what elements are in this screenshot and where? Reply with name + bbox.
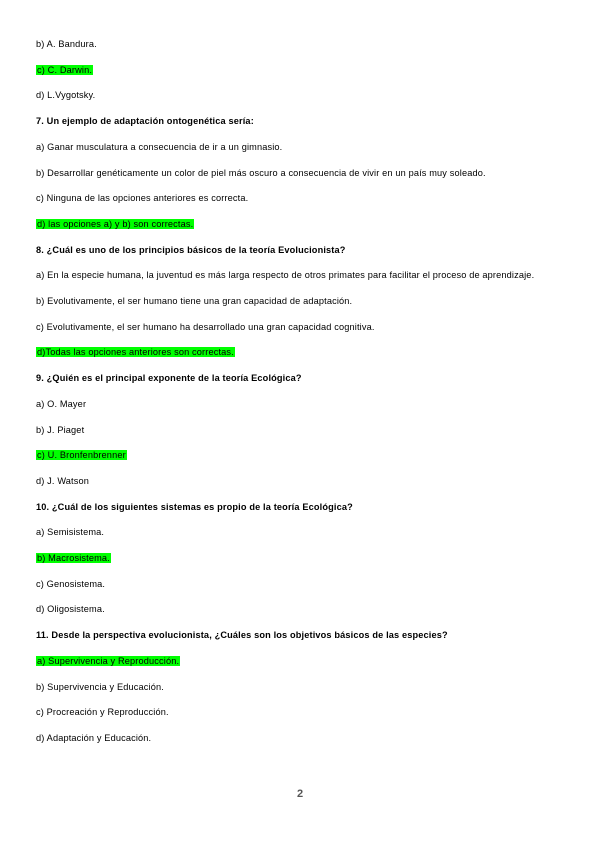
question-label: 11. Desde la perspectiva evolucionista, ¿Cuáles son los objetivos básicos de las especies? (36, 630, 448, 641)
answer-option (36, 398, 86, 410)
answer-option (36, 321, 375, 333)
question-text (36, 629, 448, 641)
answer-option (36, 578, 105, 590)
answer-option (36, 655, 180, 667)
highlighted-answer: d) las opciones a) y b) son correctas. (37, 218, 194, 229)
answer-option (36, 526, 104, 538)
option-label: b) A. Bandura. (36, 39, 97, 49)
question-text (36, 244, 346, 256)
answer-option (36, 89, 95, 101)
question-text (36, 501, 353, 513)
question-text (36, 115, 254, 127)
option-label: d) Adaptación y Educación. (36, 732, 152, 743)
answer-option (36, 681, 164, 693)
answer-option (36, 141, 282, 153)
answer-option (36, 424, 84, 436)
highlighted-answer: d)Todas las opciones anteriores son correctas. (37, 347, 234, 358)
question-label: 7. Un ejemplo de adaptación ontogenética sería: (36, 116, 254, 127)
answer-option (36, 552, 111, 564)
question-label: 9. ¿Quién es el principal exponente de la teoría Ecológica? (36, 373, 302, 384)
option-label: c) Ninguna de las opciones anteriores es correcta. (36, 193, 249, 204)
answer-option (36, 192, 248, 204)
answer-option (36, 449, 127, 461)
page-number: 2 (296, 788, 304, 800)
option-label: b) Supervivencia y Educación. (36, 681, 164, 692)
answer-option (36, 346, 235, 358)
option-label: c) Genosistema. (36, 578, 106, 589)
highlighted-answer: c) U. Bronfenbrenner (37, 450, 126, 461)
question-label: 10. ¿Cuál de los siguientes sistemas es propio de la teoría Ecológica? (36, 501, 353, 512)
option-label: d) L.Vygotsky. (36, 90, 96, 101)
option-label: b) J. Piaget (36, 424, 85, 435)
answer-option (36, 269, 534, 281)
option-label: d) J. Watson (36, 475, 90, 486)
answer-option (36, 167, 486, 179)
question-text (36, 372, 302, 384)
option-label: b) Evolutivamente, el ser humano tiene una gran capacidad de adaptación. (36, 296, 353, 306)
answer-option (36, 732, 151, 744)
highlighted-answer: a) Supervivencia y Reproducción. (37, 655, 180, 666)
option-label: a) Semisistema. (36, 527, 105, 538)
answer-option (36, 706, 169, 718)
option-label: a) En la especie humana, la juventud es más larga respecto de otros primates para facilitar el proceso de aprendizaje. (36, 270, 535, 281)
answer-option (36, 218, 194, 230)
option-label: a) Ganar musculatura a consecuencia de ir a un gimnasio. (36, 141, 283, 152)
answer-option (36, 64, 93, 76)
answer-option (36, 603, 105, 615)
option-label: c) Evolutivamente, el ser humano ha desarrollado una gran capacidad cognitiva. (36, 321, 375, 332)
question-label: 8. ¿Cuál es uno de los principios básicos de la teoría Evolucionista? (36, 244, 346, 255)
option-label: c) Procreación y Reproducción. (36, 707, 169, 718)
answer-option (36, 475, 89, 487)
option-label: b) Desarrollar genéticamente un color de piel más oscuro a consecuencia de vivir en un país muy soleado. (36, 167, 486, 178)
option-label: a) O. Mayer (36, 398, 87, 409)
option-label: d) Oligosistema. (36, 604, 105, 615)
highlighted-answer: b) Macrosistema. (37, 553, 110, 563)
highlighted-answer: c) C. Darwin. (37, 64, 93, 75)
answer-option (36, 38, 97, 50)
answer-option (36, 295, 352, 307)
